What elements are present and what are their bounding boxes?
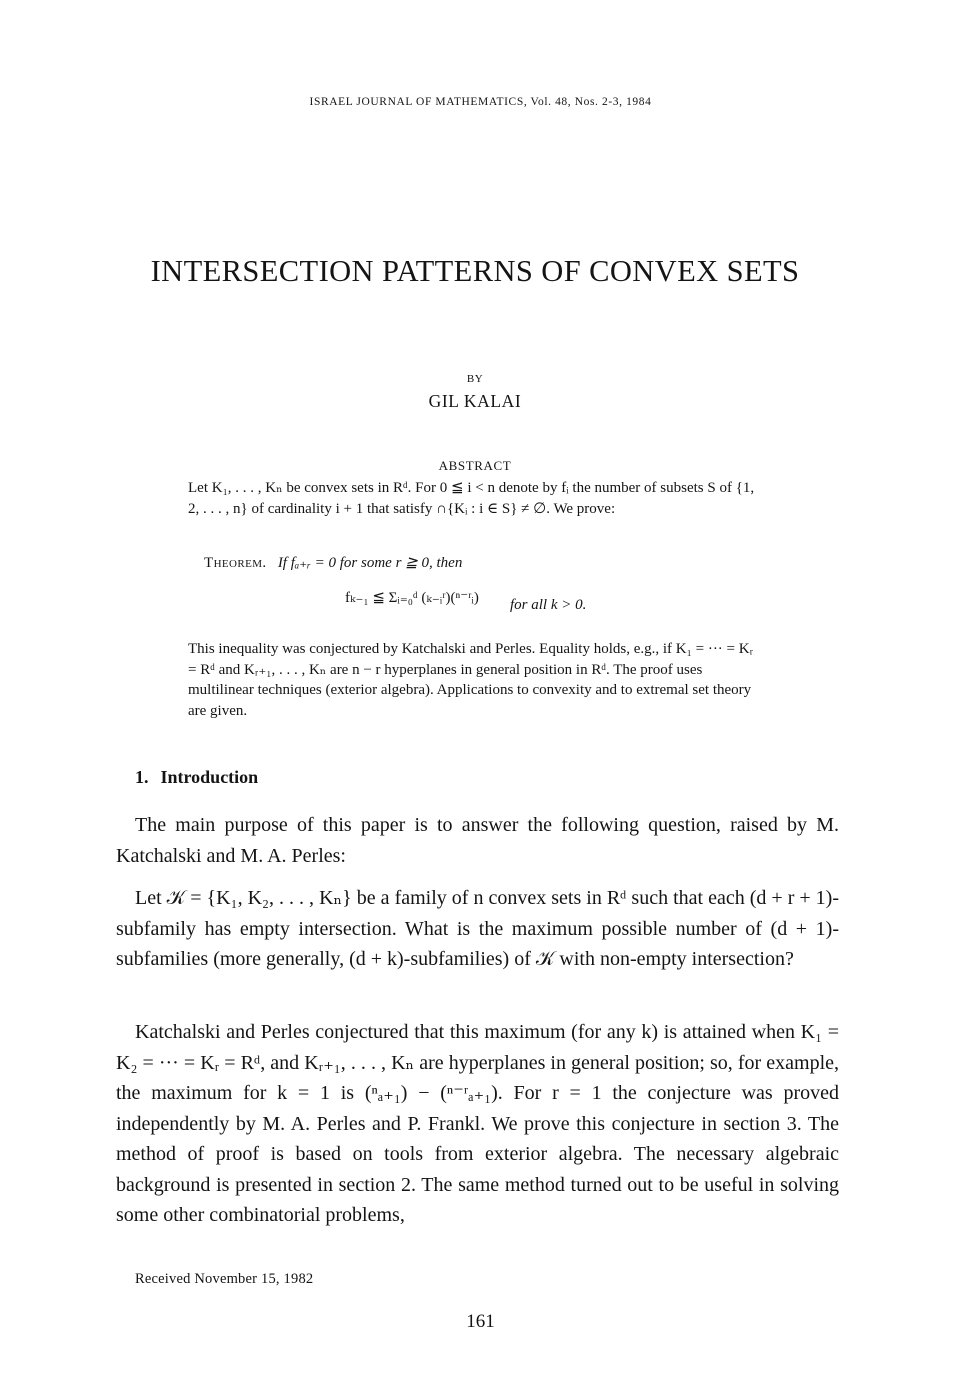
paper-title: INTERSECTION PATTERNS OF CONVEX SETS (150, 254, 800, 288)
journal-header: ISRAEL JOURNAL OF MATHEMATICS, Vol. 48, Nos. 2-3, 1984 (309, 96, 652, 108)
abstract-closing: This inequality was conjectured by Katchalski and Perles. Equality holds, e.g., if K₁ = ··· = Kᵣ = Rᵈ and Kᵣ₊₁, . . . , Kₙ are n − r hyperplanes in general position in Rᵈ. The proof uses multilinear techniques (exterior algebra). Applications to convexity and to extremal set theory are given. (188, 641, 754, 719)
page-number: 161 (466, 1311, 495, 1332)
theorem-label: Theorem. (204, 555, 267, 571)
section-number: 1. (135, 767, 149, 787)
author-name: GIL KALAI (428, 391, 522, 411)
formula-condition: for all k > 0. (510, 597, 587, 613)
abstract-heading: ABSTRACT (438, 458, 512, 473)
section-title: Introduction (160, 767, 259, 787)
received-date: Received November 15, 1982 (135, 1271, 314, 1287)
section-heading (135, 767, 258, 788)
paragraph-3: Katchalski and Perles conjectured that this maximum (for any k) is attained when K₁ = K₂ = ··· = Kᵣ = Rᵈ, and Kᵣ₊₁, . . . , Kₙ are hyperplanes in general position; so, for example, the maximum for k = 1 is (ⁿₐ₊₁) − (ⁿ⁻ʳₐ₊₁). For r = 1 the conjecture was proved independently by M. A. Perles and P. Frankl. We prove this conjecture in section 3. The method of proof is based on tools from exterior algebra. The necessary algebraic background is presented in section 2. The same method turned out to be useful in solving some other combinatorial problems, (116, 1021, 839, 1226)
byline-by: BY (466, 373, 484, 385)
paragraph-2: Let 𝒦 = {K₁, K₂, . . . , Kₙ} be a family of n convex sets in Rᵈ such that each (d + r + 1)-subfamily has empty intersection. What is the maximum possible number of (d + 1)-subfamilies (more generally, (d + k)-subfamilies) of 𝒦 with non-empty intersection? (116, 887, 839, 970)
theorem-statement (204, 553, 462, 572)
theorem-formula: fₖ₋₁ ≦ Σᵢ₌₀ᵈ (ₖ₋ᵢʳ)(ⁿ⁻ʳᵢ) (345, 590, 479, 606)
abstract-intro: Let K₁, . . . , Kₙ be convex sets in Rᵈ. For 0 ≦ i < n denote by fᵢ the number of subsets S of {1, 2, . . . , n} of cardinality i + 1 that satisfy ∩{Kᵢ : i ∈ S} ≠ ∅. We prove: (188, 480, 755, 517)
theorem-text: If fₐ₊ᵣ = 0 for some r ≧ 0, then (277, 555, 463, 571)
paragraph-1: The main purpose of this paper is to answer the following question, raised by M. Katchalski and M. A. Perles: (116, 814, 839, 867)
